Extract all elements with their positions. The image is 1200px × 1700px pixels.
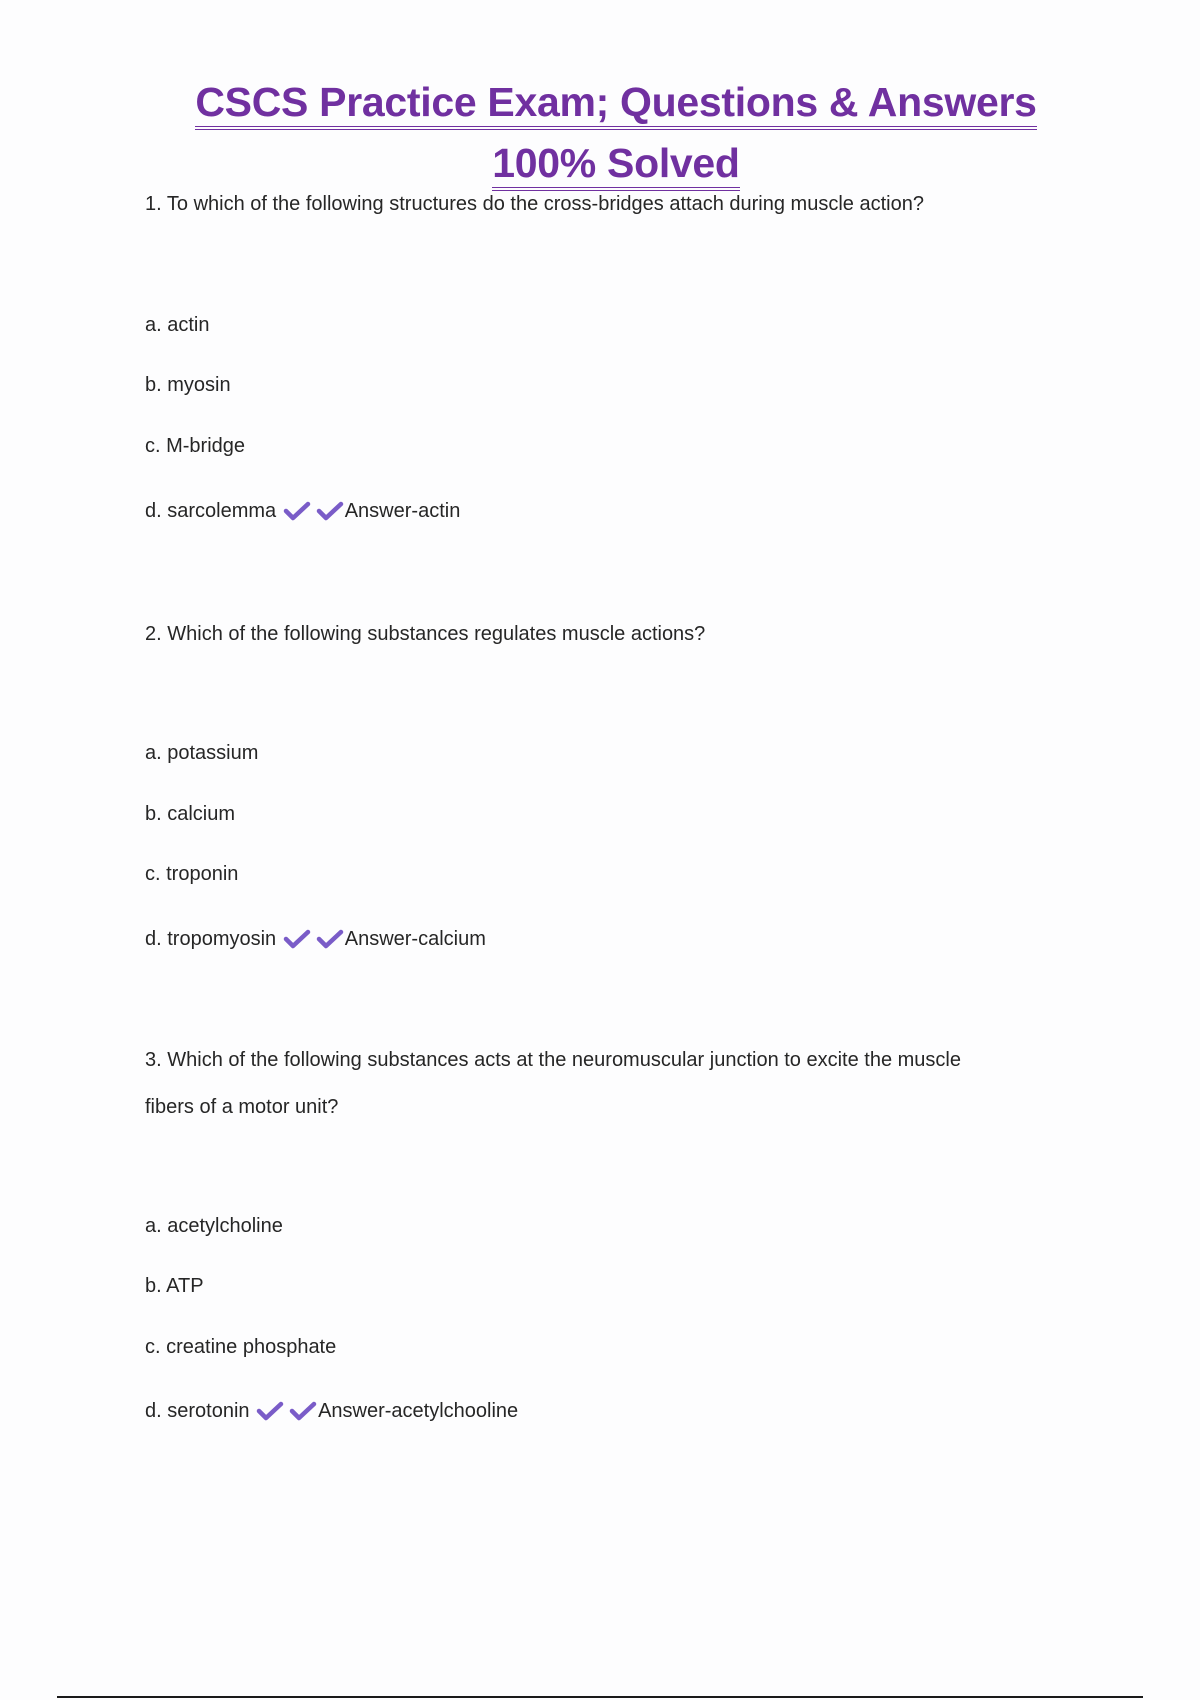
- option-d: d. tropomyosin Answer-calcium: [145, 928, 486, 950]
- option-a: a. actin: [145, 314, 210, 336]
- question-text: 1. To which of the following structures do the cross-bridges attach during muscle action?: [145, 193, 924, 215]
- option-b: b. myosin: [145, 374, 231, 396]
- document-subtitle: 100% Solved: [0, 143, 1200, 184]
- option-a: a. potassium: [145, 742, 259, 764]
- checkmark-icon: [282, 928, 344, 950]
- document-title: CSCS Practice Exam; Questions & Answers: [0, 82, 1200, 123]
- option-c: c. creatine phosphate: [145, 1336, 337, 1358]
- option-b: b. calcium: [145, 803, 236, 825]
- answer-label: Answer-acetylchooline: [318, 1400, 519, 1422]
- question-text-continued: fibers of a motor unit?: [145, 1096, 339, 1118]
- option-b: b. ATP: [145, 1275, 204, 1297]
- option-d: d. serotonin Answer-acetylchooline: [145, 1400, 519, 1422]
- option-d: d. sarcolemma Answer-actin: [145, 500, 461, 522]
- question-text: 2. Which of the following substances regulates muscle actions?: [145, 623, 706, 645]
- checkmark-icon: [255, 1400, 317, 1422]
- answer-label: Answer-actin: [344, 500, 461, 522]
- question-text: 3. Which of the following substances acts at the neuromuscular junction to excite the muscle: [145, 1049, 961, 1071]
- answer-label: Answer-calcium: [344, 928, 486, 950]
- option-c: c. troponin: [145, 863, 239, 885]
- footer-divider: [57, 1696, 1143, 1698]
- checkmark-icon: [282, 500, 344, 522]
- option-c: c. M-bridge: [145, 435, 246, 457]
- option-a: a. acetylcholine: [145, 1215, 283, 1237]
